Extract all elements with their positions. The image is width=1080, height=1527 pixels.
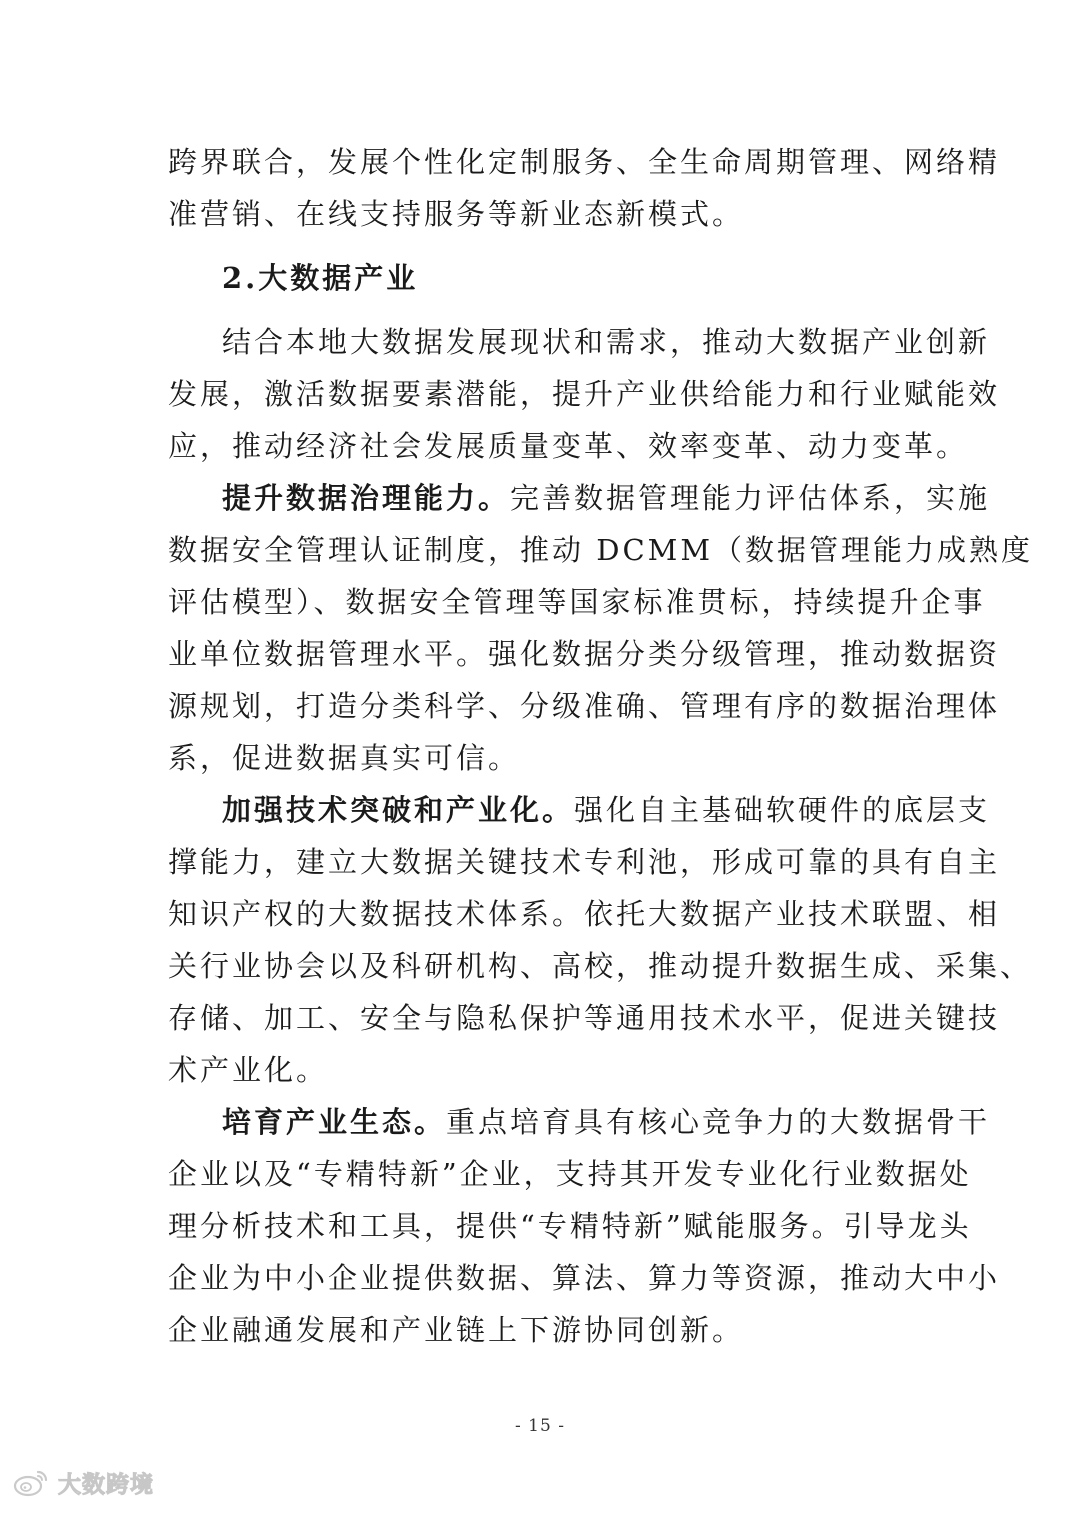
page-number: - 15 - <box>515 1416 565 1436</box>
paragraph-lead: 提升数据治理能力。 <box>222 481 511 515</box>
paragraph-first-line <box>222 792 991 828</box>
section-heading: 2.大数据产业 <box>222 261 419 295</box>
body-text-line: 术产业化。 <box>168 1053 329 1087</box>
paragraph-text: 强化自主基础软硬件的底层支 <box>574 793 991 827</box>
body-text-line: 企业为中小企业提供数据、算法、算力等资源，推动大中小 <box>168 1261 1001 1295</box>
body-text-line: 源规划，打造分类科学、分级准确、管理有序的数据治理体 <box>168 689 1001 723</box>
paragraph-lead: 加强技术突破和产业化。 <box>222 793 575 827</box>
body-text-line: 系，促进数据真实可信。 <box>168 741 521 775</box>
body-text-line: 企业以及“专精特新”企业，支持其开发专业化行业数据处 <box>168 1157 972 1191</box>
paragraph-lead: 培育产业生态。 <box>222 1105 447 1139</box>
body-text-line: 业单位数据管理水平。强化数据分类分级管理，推动数据资 <box>168 637 1001 671</box>
body-text-line: 准营销、在线支持服务等新业态新模式。 <box>168 197 745 231</box>
body-text-line: 应，推动经济社会发展质量变革、效率变革、动力变革。 <box>168 429 969 463</box>
body-text-line: 理分析技术和工具，提供“专精特新”赋能服务。引导龙头 <box>168 1209 972 1243</box>
paragraph-first-line <box>222 1104 991 1140</box>
paragraph-text: 完善数据管理能力评估体系，实施 <box>510 481 991 515</box>
body-text-line: 数据安全管理认证制度，推动 DCMM（数据管理能力成熟度 <box>168 533 1034 567</box>
body-text-line: 发展，激活数据要素潜能，提升产业供给能力和行业赋能效 <box>168 377 1001 411</box>
body-text-line: 跨界联合，发展个性化定制服务、全生命周期管理、网络精 <box>168 145 1001 179</box>
body-text-line: 撑能力，建立大数据关键技术专利池，形成可靠的具有自主 <box>168 845 1001 879</box>
body-text-line: 结合本地大数据发展现状和需求，推动大数据产业创新 <box>222 325 991 359</box>
paragraph-first-line <box>222 480 991 516</box>
body-text-line: 关行业协会以及科研机构、高校，推动提升数据生成、采集、 <box>168 949 1033 983</box>
watermark <box>12 1462 154 1502</box>
watermark-text: 大数跨境 <box>58 1471 154 1498</box>
paragraph-text: 重点培育具有核心竞争力的大数据骨干 <box>446 1105 991 1139</box>
weibo-logo-icon <box>12 1467 50 1497</box>
body-text-line: 存储、加工、安全与隐私保护等通用技术水平，促进关键技 <box>168 1001 1001 1035</box>
body-text-line: 企业融通发展和产业链上下游协同创新。 <box>168 1313 745 1347</box>
body-text-line: 评估模型）、数据安全管理等国家标准贯标，持续提升企事 <box>168 585 986 619</box>
body-text-line: 知识产权的大数据技术体系。依托大数据产业技术联盟、相 <box>168 897 1001 931</box>
